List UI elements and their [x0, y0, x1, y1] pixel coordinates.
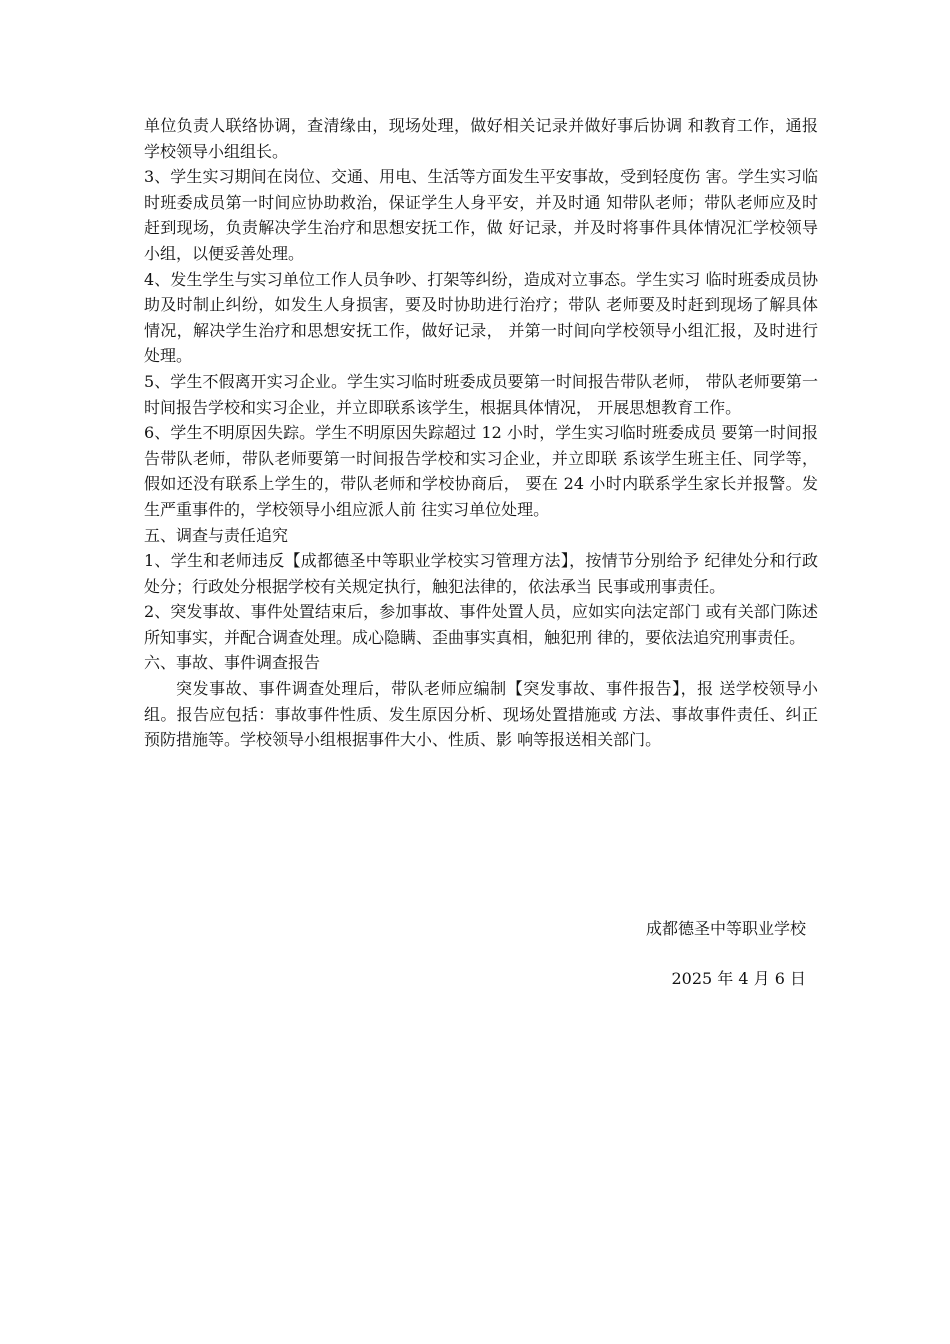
document-body: [144, 113, 818, 753]
paragraph-item-5: 5、学生不假离开实习企业。学生实习临时班委成员要第一时间报告带队老师， 带队老师要第一时间报告学校和实习企业，并立即联系该学生，根据具体情况， 开展思想教育工作。: [144, 371, 818, 417]
section-heading-6: 六、事故、事件调查报告: [144, 653, 321, 673]
paragraph-section6-body: 突发事故、事件调查处理后，带队老师应编制【突发事故、事件报告】，报 送学校领导小组。报告应包括：事故事件性质、发生原因分析、现场处置措施或 方法、事故事件责任、纠正预防措施等。学校领导小组根据事件大小、性质、影 响等报送相关部门。: [144, 679, 818, 750]
paragraph-item-6: 6、学生不明原因失踪。学生不明原因失踪超过 12 小时，学生实习临时班委成员 要第一时间报告带队老师，带队老师要第一时间报告学校和实习企业，并立即联 系该学生班主任、同学等，假如还没有联系上学生的，带队老师和学校协商后， 要在 24 小时内联系学生家长并报警。发生严重事件的，学校领导小组应派人前 往实习单位处理。: [144, 423, 818, 519]
section-heading-5: 五、调查与责任追究: [144, 525, 289, 545]
paragraph-item-3: 3、学生实习期间在岗位、交通、用电、生活等方面发生平安事故，受到轻度伤 害。学生实习临时班委成员第一时间应协助救治，保证学生人身平安，并及时通 知带队老师；带队老师应及时赶到现场，负责解决学生治疗和思想安抚工作，做 好记录，并及时将事件具体情况汇学校领导小组，以便妥善处理。: [144, 167, 818, 263]
paragraph-section5-item-1: 1、学生和老师违反【成都德圣中等职业学校实习管理方法】，按情节分别给予 纪律处分和行政处分；行政处分根据学校有关规定执行，触犯法律的，依法承当 民事或刑事责任。: [144, 551, 818, 596]
paragraph-continuation: 单位负责人联络协调，查清缘由，现场处理，做好相关记录并做好事后协调 和教育工作，通报学校领导小组组长。: [144, 116, 818, 161]
signature-date: 2025 年 4 月 6 日: [671, 969, 806, 988]
paragraph-item-4: 4、发生学生与实习单位工作人员争吵、打架等纠纷，造成对立事态。学生实习 临时班委成员协助及时制止纠纷，如发生人身损害，要及时协助进行治疗；带队 老师要及时赶到现场了解具体情况，解决学生治疗和思想安抚工作，做好记录， 并第一时间向学校领导小组汇报，及时进行处理。: [144, 269, 818, 366]
signature-school-name: 成都德圣中等职业学校: [645, 919, 806, 938]
paragraph-section5-item-2: 2、突发事故、事件处置结束后，参加事故、事件处置人员，应如实向法定部门 或有关部门陈述所知事实，并配合调查处理。成心隐瞒、歪曲事实真相，触犯刑 律的，要依法追究刑事责任。: [144, 602, 818, 647]
